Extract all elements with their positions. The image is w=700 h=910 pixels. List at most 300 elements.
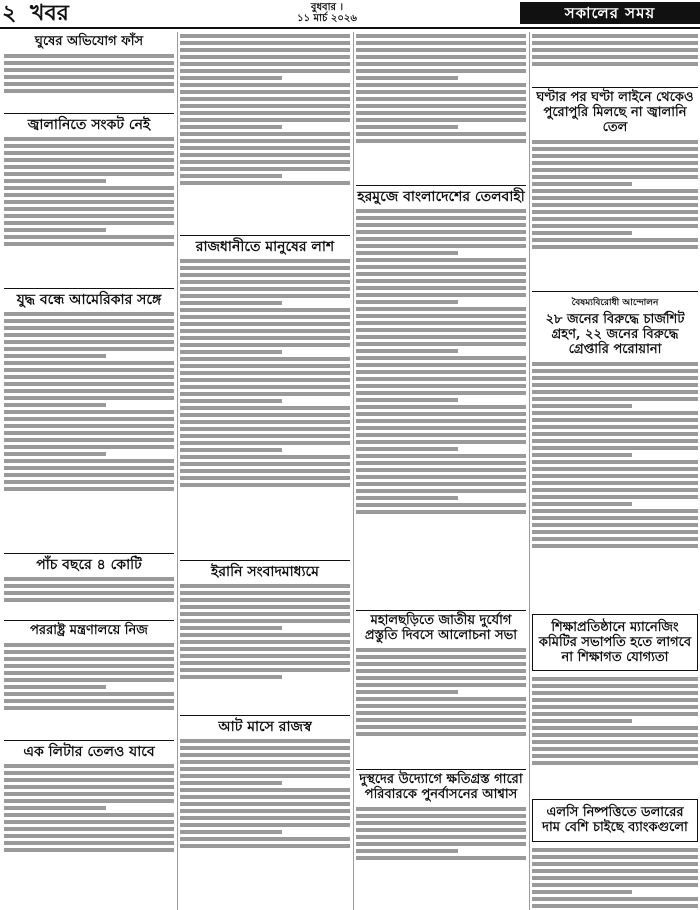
text-line (180, 647, 350, 651)
text-line (532, 175, 698, 179)
text-line (356, 223, 526, 227)
text-line (180, 364, 350, 368)
text-line (4, 228, 106, 232)
text-line (180, 104, 350, 108)
text-line (356, 711, 526, 715)
text-line (532, 883, 698, 887)
text-line (532, 726, 698, 730)
headline-fuel-queues: ঘণ্টার পর ঘণ্টা লাইনে থেকেও পুরোপুরি মিলছে না জ্বালানি তেল (536, 90, 694, 135)
text-line (356, 384, 526, 388)
article-body (180, 257, 350, 557)
article-body (356, 805, 526, 885)
article-body (4, 762, 174, 882)
column-divider (177, 32, 178, 910)
text-line (180, 385, 350, 389)
text-line (4, 137, 174, 141)
text-line (180, 160, 350, 164)
text-line (356, 814, 526, 818)
text-line (180, 125, 282, 129)
headline-eight-months-revenue: আট মাসে রাজস্ব (218, 719, 312, 736)
text-line (356, 314, 526, 318)
boxed-story (532, 799, 698, 842)
text-line (4, 193, 174, 197)
text-line (4, 643, 174, 647)
text-line (180, 739, 350, 743)
text-line (4, 706, 174, 710)
text-line (356, 662, 526, 666)
text-line (180, 83, 350, 87)
text-line (4, 806, 106, 810)
text-line (180, 322, 350, 326)
text-line (356, 41, 526, 45)
text-line (4, 396, 174, 400)
text-line (356, 405, 526, 409)
text-line (356, 265, 526, 269)
text-line (180, 661, 350, 665)
column-4 (532, 32, 698, 910)
text-line (532, 62, 698, 66)
text-line (356, 62, 526, 66)
text-line (356, 412, 526, 416)
text-line (4, 764, 174, 768)
text-line (532, 705, 698, 709)
text-line (532, 376, 698, 380)
text-line (180, 174, 282, 178)
text-line (532, 516, 698, 520)
text-line (4, 431, 174, 435)
headline-capital-bodies: রাজধানীতে মানুষের লাশ (195, 239, 335, 255)
text-line (4, 375, 174, 379)
text-line (180, 336, 350, 340)
text-line (180, 146, 350, 150)
text-line (4, 333, 174, 337)
divider (180, 715, 350, 716)
text-line (4, 424, 174, 428)
text-line (532, 523, 698, 527)
text-line (532, 154, 698, 158)
text-line (356, 849, 458, 853)
text-line (532, 537, 698, 541)
text-line (532, 55, 698, 59)
text-line (356, 321, 526, 325)
column-1 (4, 32, 174, 910)
text-line (180, 462, 350, 466)
text-line (356, 655, 526, 659)
text-line (180, 746, 350, 750)
text-line (4, 848, 174, 852)
weekday: বুধবার । (310, 2, 344, 13)
text-line (180, 41, 350, 45)
text-line (532, 897, 698, 901)
text-line (532, 904, 698, 908)
text-line (180, 427, 350, 431)
text-line (532, 691, 698, 695)
text-line (4, 417, 174, 421)
text-line (4, 186, 174, 190)
text-line (4, 368, 174, 372)
text-line (180, 62, 350, 66)
text-line (532, 495, 698, 499)
text-line (532, 446, 698, 450)
text-line (532, 544, 698, 548)
text-line (356, 489, 526, 493)
text-line (4, 685, 106, 689)
text-line (356, 363, 526, 367)
text-line (180, 301, 282, 305)
text-line (356, 286, 526, 290)
text-line (532, 245, 698, 249)
text-line (356, 216, 526, 220)
column-divider (529, 32, 530, 910)
text-line (180, 767, 350, 771)
text-line (180, 420, 350, 424)
article-body (4, 52, 174, 110)
text-line (4, 221, 174, 225)
text-line (4, 598, 174, 602)
text-line (180, 469, 350, 473)
text-line (356, 76, 458, 80)
text-line (356, 307, 526, 311)
divider (356, 769, 526, 770)
text-line (532, 761, 698, 765)
text-line (4, 389, 174, 393)
text-line (180, 315, 350, 319)
text-line (532, 411, 698, 415)
text-line (532, 677, 698, 681)
text-line (356, 496, 458, 500)
text-line (532, 855, 698, 859)
text-line (356, 835, 526, 839)
text-line (532, 488, 698, 492)
text-line (4, 200, 174, 204)
text-line (180, 844, 350, 848)
text-line (180, 48, 350, 52)
text-line (4, 799, 174, 803)
text-line (356, 279, 526, 283)
text-line (532, 754, 698, 758)
text-line (532, 502, 632, 506)
text-line (180, 605, 350, 609)
article-body (532, 675, 698, 795)
divider (180, 235, 350, 236)
text-line (356, 454, 526, 458)
text-line (532, 189, 698, 193)
text-line (180, 266, 350, 270)
text-line (4, 671, 174, 675)
section-title: খবর (30, 0, 69, 26)
text-line (180, 823, 350, 827)
text-line (356, 821, 526, 825)
text-line (532, 432, 698, 436)
text-line (4, 214, 174, 218)
text-line (180, 294, 350, 298)
text-line (180, 633, 350, 637)
text-line (356, 669, 526, 673)
text-line (4, 841, 174, 845)
text-line (356, 391, 526, 395)
text-line (532, 869, 698, 873)
text-line (4, 778, 174, 782)
boxed-story (532, 614, 698, 672)
text-line (4, 792, 174, 796)
text-line (356, 48, 526, 52)
text-line (532, 862, 698, 866)
text-line (532, 698, 698, 702)
text-line (532, 733, 698, 737)
text-line (4, 172, 174, 176)
text-line (532, 890, 632, 894)
article-body (180, 582, 350, 712)
text-line (180, 795, 350, 799)
headline-managing-committee: শিক্ষাপ্রতিষ্ঠানে ম্যানেজিং কমিটির সভাপতি হতে লাগবে না শিক্ষাগত যোগ্যতা (538, 619, 692, 665)
text-line (4, 144, 174, 148)
text-line (4, 480, 174, 484)
text-line (4, 466, 174, 470)
text-line (4, 584, 174, 588)
text-line (180, 55, 350, 59)
text-line (180, 343, 350, 347)
text-line (180, 181, 350, 185)
text-line (180, 399, 282, 403)
text-line (180, 167, 350, 171)
text-line (532, 474, 698, 478)
headline-hormuz-tanker: হরমুজে বাংলাদেশের তেলবাহী (357, 189, 525, 205)
headline-lc-dollar: এলসি নিষ্পত্তিতে ডলারের দাম বেশি চাইছে ব্যাংকগুলো (542, 805, 688, 836)
text-line (180, 441, 350, 445)
text-line (4, 403, 106, 407)
text-line (180, 139, 350, 143)
text-line (532, 231, 632, 235)
text-line (4, 692, 174, 696)
text-line (4, 771, 174, 775)
text-line (356, 828, 526, 832)
text-line (532, 196, 698, 200)
article-body (356, 646, 526, 766)
text-line (356, 683, 526, 687)
divider (4, 740, 174, 741)
text-line (532, 712, 698, 716)
text-line (532, 481, 698, 485)
text-line (4, 678, 174, 682)
text-line (532, 740, 698, 744)
text-line (532, 41, 698, 45)
text-line (356, 132, 526, 136)
text-line (180, 406, 350, 410)
text-line (356, 293, 526, 297)
text-line (180, 308, 350, 312)
text-line (180, 350, 282, 354)
text-line (532, 147, 698, 151)
text-line (180, 816, 350, 820)
text-line (532, 217, 698, 221)
text-line (356, 725, 526, 729)
text-line (356, 237, 526, 241)
text-line (356, 370, 526, 374)
text-line (180, 837, 350, 841)
text-line (4, 382, 174, 386)
text-line (356, 125, 458, 129)
text-line (4, 354, 106, 358)
text-line (356, 461, 526, 465)
text-line (4, 82, 174, 86)
text-line (180, 830, 282, 834)
text-line (532, 224, 698, 228)
text-line (180, 280, 350, 284)
text-line (180, 612, 350, 616)
text-line (4, 312, 174, 316)
kicker-anti-discrimination: বৈষম্যবিরোধী আন্দোলন (571, 297, 659, 308)
text-line (180, 392, 350, 396)
headline-fuel-crisis: জ্বালানিতে সংকট নেই (27, 116, 151, 133)
text-line (356, 230, 526, 234)
text-line (356, 300, 458, 304)
masthead-rule (0, 27, 700, 29)
text-line (180, 287, 350, 291)
text-line (356, 482, 526, 486)
divider (356, 185, 526, 186)
divider (532, 87, 698, 88)
text-line (180, 448, 282, 452)
text-line (180, 809, 350, 813)
text-line (356, 690, 458, 694)
text-line (180, 619, 350, 623)
text-line (356, 244, 526, 248)
text-line (532, 48, 698, 52)
text-line (180, 153, 350, 157)
text-line (4, 361, 174, 365)
text-line (4, 319, 174, 323)
text-line (356, 258, 526, 262)
divider (532, 291, 698, 292)
text-line (356, 398, 458, 402)
text-line (4, 487, 174, 491)
divider (180, 560, 350, 561)
headline-one-litre: এক লিটার তেলও যাবে (23, 744, 155, 761)
page-number: ২ (2, 0, 17, 26)
text-line (180, 753, 350, 757)
text-line (180, 132, 350, 136)
text-line (356, 335, 526, 339)
text-line (4, 459, 174, 463)
text-line (532, 460, 698, 464)
text-line (4, 577, 174, 581)
text-line (180, 788, 350, 792)
text-line (4, 664, 174, 668)
text-line (356, 419, 526, 423)
text-line (356, 807, 526, 811)
divider (356, 610, 526, 611)
text-line (4, 54, 174, 58)
text-line (180, 69, 350, 73)
text-line (356, 104, 526, 108)
text-line (180, 111, 350, 115)
text-line (356, 377, 526, 381)
text-line (356, 111, 526, 115)
text-line (180, 434, 350, 438)
text-line (4, 340, 174, 344)
text-line (532, 467, 698, 471)
column-3 (356, 32, 526, 910)
text-line (532, 168, 698, 172)
article-body (356, 32, 526, 182)
text-line (4, 785, 174, 789)
text-line (532, 719, 632, 723)
text-line (4, 165, 174, 169)
text-line (356, 510, 526, 514)
text-line (532, 876, 698, 880)
text-line (532, 684, 698, 688)
text-line (180, 273, 350, 277)
text-line (180, 378, 350, 382)
text-line (4, 650, 174, 654)
headline-foreign-ministry: পররাষ্ট্র মন্ত্রণালয়ে নিজ (30, 623, 148, 639)
text-line (532, 530, 698, 534)
text-line (180, 584, 350, 588)
masthead (0, 0, 700, 30)
text-line (180, 476, 350, 480)
headline-iranian-media: ইরানি সংবাদমাধ্যমে (211, 564, 319, 581)
article-body (532, 138, 698, 288)
headline-chargesheet: ২৮ জনের বিরুদ্ধে চার্জশিট গ্রহণ, ২২ জনের বিরুদ্ধে গ্রেপ্তারি পরোয়ানা (545, 311, 685, 357)
text-line (356, 718, 526, 722)
article-body (180, 32, 350, 232)
headline-garo-rehabilitation: দুস্থদের উদ্যোগে ক্ষতিগ্রস্ত গারো পরিবারকে পুনর্বাসনের আশ্বাস (359, 771, 523, 802)
text-line (356, 447, 458, 451)
text-line (180, 781, 282, 785)
article-body (4, 641, 174, 737)
text-line (356, 356, 526, 360)
text-line (180, 760, 350, 764)
text-line (356, 349, 458, 353)
divider (4, 113, 174, 114)
text-line (4, 820, 174, 824)
text-line (4, 473, 174, 477)
text-line (356, 732, 526, 736)
text-line (356, 90, 526, 94)
text-line (4, 179, 106, 183)
text-line (532, 848, 698, 852)
text-line (532, 453, 632, 457)
text-line (180, 675, 282, 679)
text-line (4, 235, 174, 239)
text-line (356, 697, 526, 701)
text-line (356, 704, 526, 708)
date: ১১ মার্চ ২০২৬ (297, 13, 357, 24)
text-line (4, 207, 174, 211)
text-line (356, 69, 526, 73)
text-line (4, 158, 174, 162)
text-line (356, 468, 526, 472)
text-line (4, 591, 174, 595)
headline-five-years: পাঁচ বছরে ৪ কোটি (36, 557, 142, 574)
text-line (4, 68, 174, 72)
text-line (532, 369, 698, 373)
headline-war-america: যুদ্ধ বন্ধে আমেরিকার সঙ্গে (16, 292, 162, 309)
text-line (180, 640, 350, 644)
article-body (532, 846, 698, 910)
text-line (532, 747, 698, 751)
text-line (180, 97, 350, 101)
text-line (356, 97, 526, 101)
text-line (532, 509, 698, 513)
text-line (4, 347, 174, 351)
text-line (532, 140, 698, 144)
article-body (532, 32, 698, 84)
text-line (180, 371, 350, 375)
text-line (4, 445, 174, 449)
text-line (180, 668, 350, 672)
article-body (4, 310, 174, 550)
